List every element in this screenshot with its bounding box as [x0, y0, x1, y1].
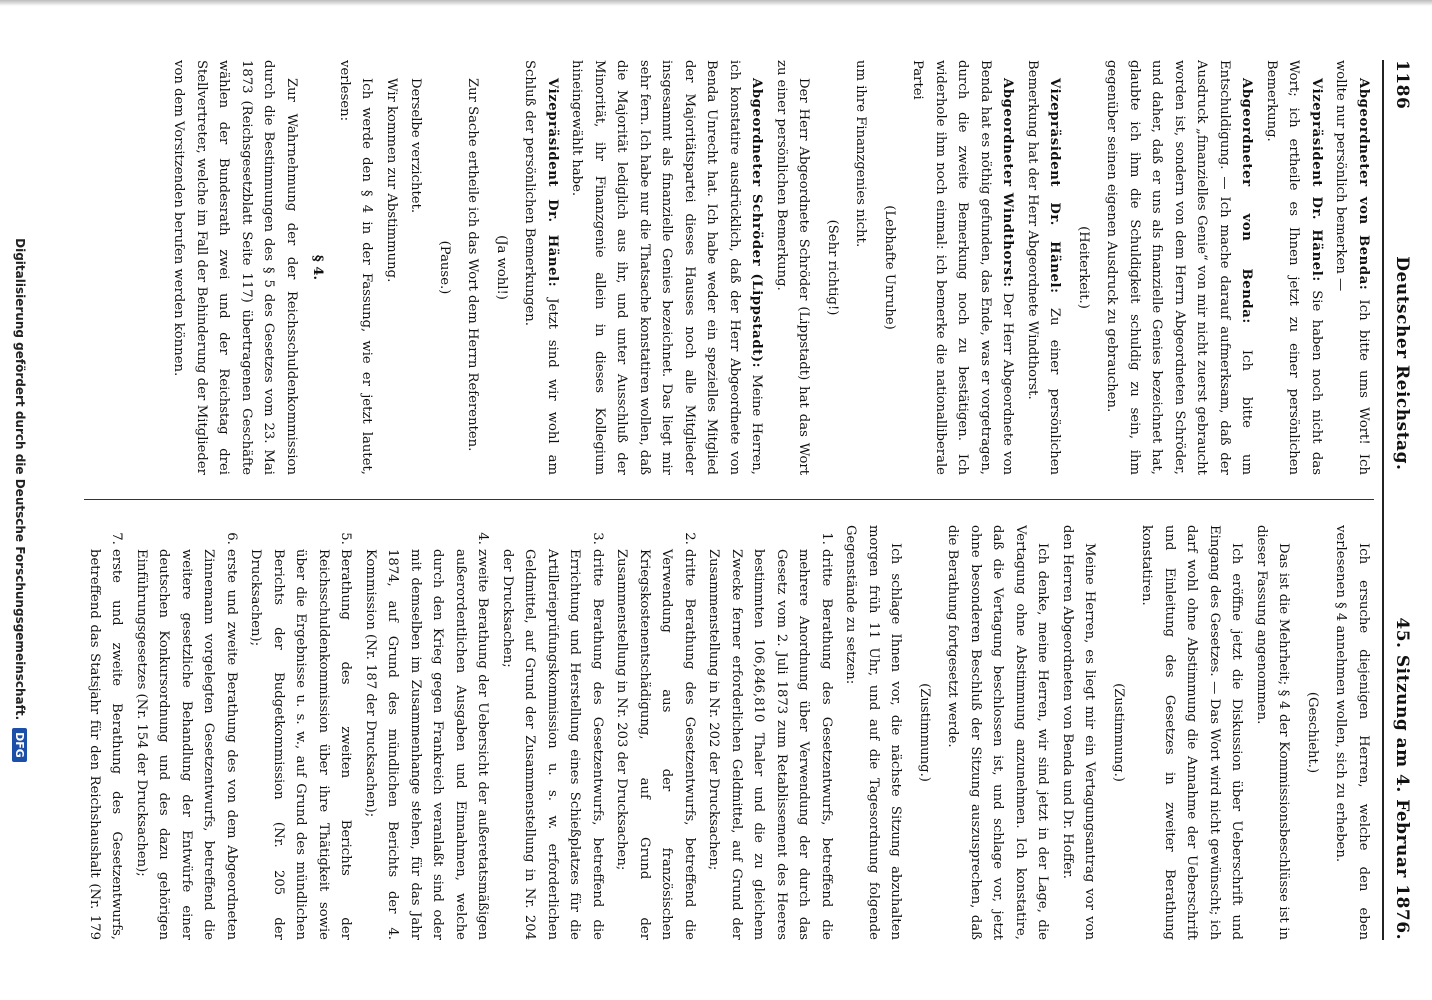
paragraph — [518, 60, 563, 475]
scan-edge — [0, 0, 1432, 6]
right-column — [84, 525, 1374, 940]
paragraph: Ich eröffne jetzt die Diskussion über Ueberschrift und Eingang des Gesetzes. — Das Wort wird nicht gewünscht; ich darf wohl ohne Abstimmung die Annahme der Ueberschrift und Einleitung des Gesetzes in zweiter Berathung konstatiren. — [1139, 525, 1245, 940]
agenda-list — [84, 525, 837, 940]
paragraph — [1260, 60, 1328, 475]
paragraph: Der Herr Abgeordnete Schröder (Lippstadt) hat das Wort zu einer persönlichen Bemerkung. — [774, 60, 812, 475]
paragraph: Wir kommen zur Abstimmung. — [384, 78, 399, 283]
paragraph: Derselbe verzichtet. — [408, 78, 424, 214]
speaker: Abgeordneter Schröder (Lippstadt): — [749, 78, 765, 369]
paragraph: Ich schlage Ihnen vor, die nächste Sitzung abzuhalten morgen früh 11 Uhr, und auf die Tagesordnung folgende Gegenstände zu setzen: — [843, 525, 904, 940]
agenda-item: 3. dritte Berathung des Gesetzentwurfs, betreffend die Errichtung und Herstellung eines Schießplatzes für die Artillerieprüfungskommission u. s. w. erforderlichen Geldmittel, auf Grund der Zusammenstellung in Nr. 204 der Drucksachen; — [496, 549, 609, 940]
agenda-item: 6. erste und zweite Berathung des von dem Abgeordneten Zinnemann vorgelegten Gesetzentwurfs, betreffend die weitere gesetzliche Behandlung der Entwürfe einer deutschen Konkursordnung und des dazu gehörigen Einführungsgesetzes (Nr. 154 der Drucksachen); — [130, 549, 243, 940]
speaker: Vizepräsident Dr. Hänel: — [1309, 78, 1324, 282]
paragraph: Ich denke, meine Herren, wir sind jetzt in der Lage, die Vertagung ohne Abstimmung anzunehmen. Ich konstatire, daß die Vertagung beschlossen ist, und schlage vor, jetzt ohne besonderen Beschluß der Sitzung auszusprechen, daß die Berathung fortgesetzt werde. — [945, 525, 1051, 940]
publication-title: Deutscher Reichstag. — [1392, 256, 1412, 471]
stage-direction: (Heiterkeit.) — [1076, 226, 1091, 309]
column-divider — [84, 499, 1374, 500]
paragraph — [1021, 60, 1066, 475]
stage-direction: (Geschieht.) — [1305, 691, 1320, 774]
paragraph — [1100, 60, 1258, 475]
page-footer — [0, 0, 40, 1000]
paragraph: Ich ersuche diejenigen Herren, welche den eben verlesenen § 4 annehmen wollen, sich zu erheben. — [1333, 525, 1371, 940]
speech-text: Ich bitte um Entschuldigung. — Ich mache darauf aufmerksam, daß der Ausdruck „finanzielles Genie“ von mir nicht zuerst gebraucht worden ist, sondern von dem Herrn Abgeordneten Schröder, und daher, daß er uns als finanzielle Genies bezeichnet hat, glaubte ich ihm die Schuldigkeit schuldig zu sein, ihm gegenüber seinen eigenen Ausdruck zu gebrauchen. — [1104, 60, 1255, 475]
paragraph: Ich werde den § 4 in der Fassung, wie er jetzt lautet, verlesen: — [337, 60, 375, 475]
speaker: Vizepräsident Dr. Hänel: — [545, 78, 560, 288]
stage-direction: (Sehr richtig!) — [825, 219, 840, 316]
speech-text: Ich bitte ums Wort! Ich wollte nur persönlich bemerken — — [1333, 60, 1371, 475]
stage-direction: (Zustimmung.) — [1111, 683, 1126, 782]
digitization-note: Digitalisierung gefördert durch die Deutsche Forschungsgemeinschaft. — [13, 238, 27, 721]
speech-text: Der Herr Abgeordnete von Benda hat es nöthig gefunden, das Ende, was er vorgetragen, durch die zweite Bemerkung noch zu bestätigen. Ich widerhole ihm noch einmal: ich bemerke die nationalliberale Partei — [910, 60, 1016, 475]
paragraph — [906, 60, 1019, 475]
page-number: 1186 — [1392, 60, 1412, 110]
session-title: 45. Sitzung am 4. Februar 1876. — [1392, 617, 1412, 940]
section-number: § 4. — [310, 254, 326, 281]
stage-direction: (Pause.) — [437, 240, 452, 295]
stage-direction: (Zustimmung.) — [917, 683, 932, 782]
paragraph: Das ist die Mehrheit; § 4 der Kommissionsbeschlüsse ist in dieser Fassung angenommen. — [1254, 525, 1292, 940]
speech-text: Zu einer persönlichen Bemerkung hat der Herr Abgeordnete Windthorst. — [1025, 60, 1063, 475]
agenda-item: 4. zweite Berathung der Uebersicht der außeretatsmäßigen außerordentlichen Ausgaben und Einnahmen, welche durch den Krieg gegen Frankreich veranlaßt sind oder mit demselben im Zusammenhange stehen, für das Jahr 1874, auf Grund des mündlichen Berichts der 4. Kommission (Nr. 187 der Drucksachen); — [359, 549, 494, 940]
speaker: Abgeordneter Windthorst: — [1000, 78, 1016, 288]
header-rule — [1382, 60, 1384, 940]
speech-text: Jetzt sind wir wohl am Schluß der persönlichen Bemerkungen. — [522, 60, 560, 475]
dfg-logo: DFG — [13, 728, 28, 762]
paragraph: Zur Sache ertheile ich das Wort dem Herrn Referenten. — [465, 78, 481, 452]
paragraph: Zur Wahrnehmung der der Reichsschuldenkommission durch die Bestimmungen des § 5 des Gesetzes vom 23. Mai 1873 (Reichsgesetzblatt Seite 117) übertragenen Geschäfte wählen der Bundesrath zwei und der Reichstag drei Stellvertreter, welche im Fall der Behinderung der Mitglieder von dem Vorsitzenden berufen werden können. — [171, 60, 299, 475]
agenda-item: 5. Berathung des zweiten Berichts der Reichsschuldenkommission über ihre Thätigkeit sowie über die Ergebnisse u. s. w., auf Grund des mündlichen Berichts der Budgetkommission (Nr. 205 der Drucksachen); — [244, 549, 357, 940]
speaker: Vizepräsident Dr. Hänel: — [1047, 78, 1063, 294]
agenda-item: 7. erste und zweite Berathung des Gesetzentwurfs, betreffend das Statsjahr für den Reichshaushalt (Nr. 179 — [84, 549, 128, 940]
left-column — [84, 60, 1374, 475]
page-header — [1384, 60, 1412, 940]
speech-text: Meine Herren, ich konstatire ausdrücklich, daß der Herr Abgeordnete von Benda Unrecht hat. Ich habe weder ein spezielles Mitglied der Majoritätspartei dieses Hauses noch alle Mitglieder insgesammt als finanzielle Genies bezeichnet. Das liegt mir sehr fern. Ich habe nur die Thatsache konstatiren wollen, daß die Majorität lediglich aus ihr, und unter Ausschluß der Minorität, ihr Finanzgenie allein in dieses Kollegium hineingewählt habe. — [569, 60, 765, 475]
speaker: Abgeordneter von Benda: — [1239, 78, 1255, 324]
speech-text: Sie haben noch nicht das Wort; ich ertheile es Ihnen jetzt zu einer persönlichen Bemerkung. — [1264, 60, 1324, 475]
agenda-item: 2. dritte Berathung des Gesetzentwurfs, betreffend die Verwendung aus der französischen Kriegskostenentschädigung, auf Grund der Zusammenstellung in Nr. 203 der Drucksachen; — [610, 549, 700, 940]
speaker: Abgeordneter von Benda: — [1356, 78, 1371, 291]
agenda-item: 1. dritte Berathung des Gesetzentwurfs, betreffend die mehrere Anordnung über Verwendung der durch das Gesetz vom 2. Juli 1873 zum Retablissement des Heeres bestimmten 106,846,810 Thaler und die zu gleichem Zwecke ferner erforderlichen Geldmittel, auf Grund der Zusammenstellung in Nr. 202 der Drucksachen; — [702, 549, 837, 940]
paragraph — [1329, 60, 1374, 475]
paragraph: um ihre Finanzgenies nicht. — [853, 60, 869, 248]
paragraph: Meine Herren, es liegt mir ein Vertagungsantrag vor von den Herren Abgeordneten von Benda und Dr. Hoffer. — [1060, 525, 1098, 940]
paragraph — [565, 60, 768, 475]
stage-direction: (Ja wohl!) — [494, 235, 509, 300]
stage-direction: (Lebhafte Unruhe) — [882, 205, 897, 330]
